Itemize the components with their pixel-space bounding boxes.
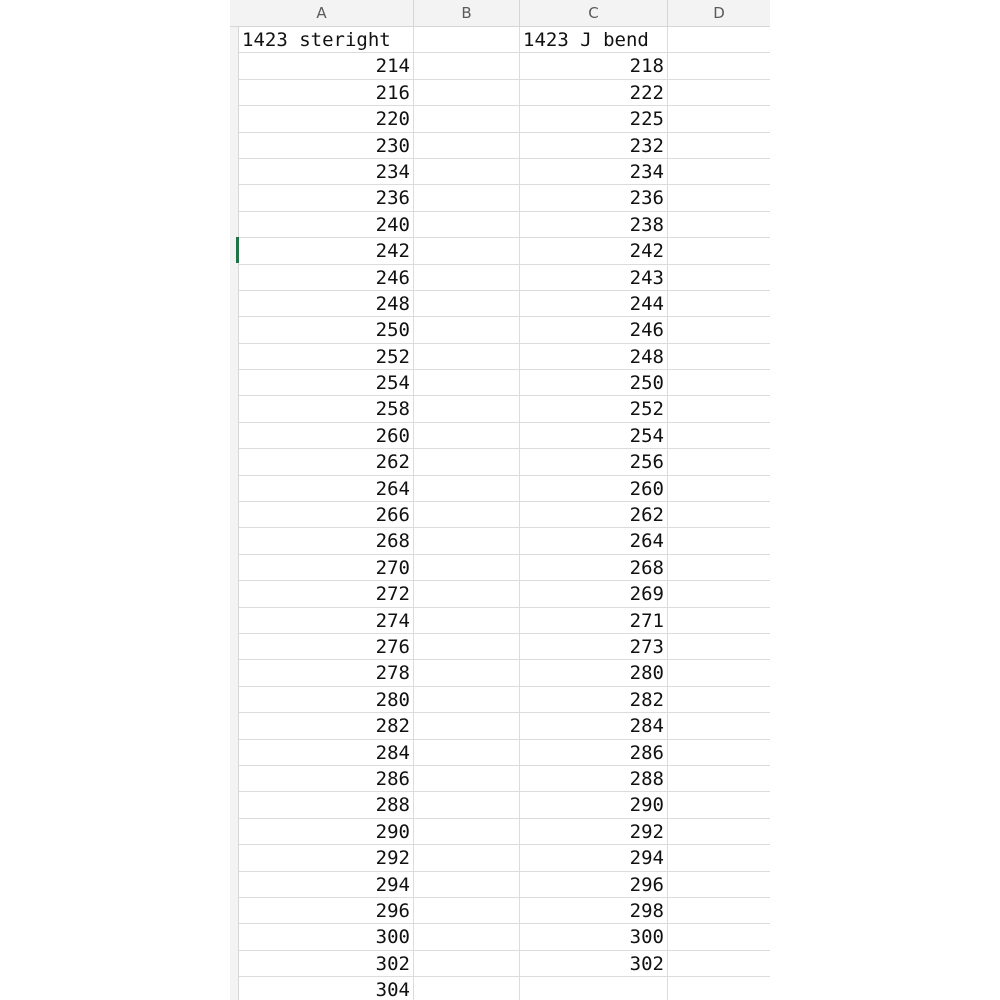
table-row bbox=[239, 212, 770, 238]
cell-d[interactable] bbox=[668, 951, 770, 976]
row-header-gutter bbox=[230, 27, 239, 1000]
cell-d[interactable] bbox=[668, 106, 770, 131]
table-row bbox=[239, 185, 770, 211]
table-row bbox=[239, 80, 770, 106]
table-row bbox=[239, 555, 770, 581]
cell-b[interactable] bbox=[414, 265, 520, 290]
cell-a[interactable]: 242 bbox=[239, 238, 414, 263]
table-row bbox=[239, 317, 770, 343]
cell-b[interactable] bbox=[414, 106, 520, 131]
cell-c[interactable]: 284 bbox=[520, 713, 668, 738]
cell-c[interactable] bbox=[520, 977, 668, 1000]
cell-b[interactable] bbox=[414, 212, 520, 237]
cell-a[interactable]: 272 bbox=[239, 581, 414, 606]
column-header-a[interactable]: A bbox=[230, 0, 414, 26]
cell-d[interactable] bbox=[668, 581, 770, 606]
cell-d[interactable] bbox=[668, 713, 770, 738]
table-row bbox=[239, 238, 770, 264]
cell-a[interactable]: 276 bbox=[239, 634, 414, 659]
table-row bbox=[239, 396, 770, 422]
cell-grid bbox=[239, 27, 770, 1000]
column-header-c[interactable]: C bbox=[520, 0, 668, 26]
cell-b[interactable] bbox=[414, 80, 520, 105]
table-row bbox=[239, 449, 770, 475]
table-row bbox=[239, 845, 770, 871]
cell-b[interactable] bbox=[414, 370, 520, 395]
cell-d[interactable] bbox=[668, 291, 770, 316]
table-row bbox=[239, 977, 770, 1000]
cell-c[interactable]: 296 bbox=[520, 872, 668, 897]
table-row bbox=[239, 898, 770, 924]
cell-a[interactable]: 302 bbox=[239, 951, 414, 976]
cell-d[interactable] bbox=[668, 766, 770, 791]
cell-d[interactable] bbox=[668, 396, 770, 421]
cell-d1[interactable] bbox=[668, 27, 770, 52]
cell-d[interactable] bbox=[668, 555, 770, 580]
cell-c[interactable]: 268 bbox=[520, 555, 668, 580]
table-row bbox=[239, 528, 770, 554]
cell-c[interactable]: 292 bbox=[520, 819, 668, 844]
cell-b[interactable] bbox=[414, 608, 520, 633]
cell-b[interactable] bbox=[414, 159, 520, 184]
cell-a[interactable]: 260 bbox=[239, 423, 414, 448]
cell-b[interactable] bbox=[414, 528, 520, 553]
cell-d[interactable] bbox=[668, 238, 770, 263]
cell-c[interactable]: 250 bbox=[520, 370, 668, 395]
cell-a[interactable]: 252 bbox=[239, 344, 414, 369]
cell-d[interactable] bbox=[668, 634, 770, 659]
cell-d[interactable] bbox=[668, 159, 770, 184]
cell-d[interactable] bbox=[668, 872, 770, 897]
table-row bbox=[239, 265, 770, 291]
cell-d[interactable] bbox=[668, 845, 770, 870]
cell-a[interactable]: 296 bbox=[239, 898, 414, 923]
cell-d[interactable] bbox=[668, 212, 770, 237]
cell-a[interactable]: 240 bbox=[239, 212, 414, 237]
cell-c[interactable]: 248 bbox=[520, 344, 668, 369]
cell-c[interactable]: 290 bbox=[520, 792, 668, 817]
cell-d[interactable] bbox=[668, 924, 770, 949]
cell-a[interactable]: 286 bbox=[239, 766, 414, 791]
cell-c[interactable]: 269 bbox=[520, 581, 668, 606]
cell-b[interactable] bbox=[414, 977, 520, 1000]
cell-d[interactable] bbox=[668, 528, 770, 553]
cell-b[interactable] bbox=[414, 924, 520, 949]
table-row bbox=[239, 634, 770, 660]
cell-b[interactable] bbox=[414, 687, 520, 712]
cell-b[interactable] bbox=[414, 133, 520, 158]
cell-c[interactable]: 288 bbox=[520, 766, 668, 791]
cell-a[interactable]: 300 bbox=[239, 924, 414, 949]
cell-a[interactable]: 230 bbox=[239, 133, 414, 158]
cell-a[interactable]: 290 bbox=[239, 819, 414, 844]
table-row bbox=[239, 924, 770, 950]
cell-d[interactable] bbox=[668, 53, 770, 78]
cell-a[interactable]: 274 bbox=[239, 608, 414, 633]
cell-b[interactable] bbox=[414, 766, 520, 791]
cell-d[interactable] bbox=[668, 608, 770, 633]
column-header-bar bbox=[230, 0, 770, 27]
cell-c[interactable]: 244 bbox=[520, 291, 668, 316]
cell-d[interactable] bbox=[668, 977, 770, 1000]
cell-d[interactable] bbox=[668, 819, 770, 844]
cell-b[interactable] bbox=[414, 185, 520, 210]
cell-d[interactable] bbox=[668, 660, 770, 685]
column-header-d[interactable]: D bbox=[713, 4, 725, 22]
cell-c[interactable]: 252 bbox=[520, 396, 668, 421]
cell-c[interactable]: 286 bbox=[520, 740, 668, 765]
cell-b[interactable] bbox=[414, 396, 520, 421]
table-row bbox=[239, 133, 770, 159]
table-row bbox=[239, 872, 770, 898]
cell-a[interactable]: 234 bbox=[239, 159, 414, 184]
cell-b[interactable] bbox=[414, 634, 520, 659]
cell-c[interactable]: 222 bbox=[520, 80, 668, 105]
table-row bbox=[239, 819, 770, 845]
cell-d[interactable] bbox=[668, 344, 770, 369]
cell-d[interactable] bbox=[668, 185, 770, 210]
spreadsheet bbox=[230, 0, 770, 1000]
cell-c[interactable]: 243 bbox=[520, 265, 668, 290]
cell-b[interactable] bbox=[414, 660, 520, 685]
cell-b[interactable] bbox=[414, 819, 520, 844]
cell-d[interactable] bbox=[668, 133, 770, 158]
cell-d[interactable] bbox=[668, 476, 770, 501]
cell-a[interactable]: 294 bbox=[239, 872, 414, 897]
table-row bbox=[239, 370, 770, 396]
table-row bbox=[239, 713, 770, 739]
cell-c[interactable]: 236 bbox=[520, 185, 668, 210]
cell-c[interactable]: 242 bbox=[520, 238, 668, 263]
cell-c[interactable]: 260 bbox=[520, 476, 668, 501]
cell-b[interactable] bbox=[414, 238, 520, 263]
cell-d[interactable] bbox=[668, 449, 770, 474]
cell-d[interactable] bbox=[668, 898, 770, 923]
table-row bbox=[239, 608, 770, 634]
cell-b[interactable] bbox=[414, 555, 520, 580]
cell-c[interactable]: 264 bbox=[520, 528, 668, 553]
cell-a[interactable]: 246 bbox=[239, 265, 414, 290]
cell-b[interactable] bbox=[414, 291, 520, 316]
cell-a[interactable]: 292 bbox=[239, 845, 414, 870]
cell-a[interactable]: 214 bbox=[239, 53, 414, 78]
cell-b[interactable] bbox=[414, 317, 520, 342]
cell-d[interactable] bbox=[668, 423, 770, 448]
table-row bbox=[239, 792, 770, 818]
cell-b[interactable] bbox=[414, 872, 520, 897]
table-row bbox=[239, 687, 770, 713]
cell-d[interactable] bbox=[668, 687, 770, 712]
table-row bbox=[239, 951, 770, 977]
cell-c1[interactable]: 1423 J bend bbox=[520, 27, 668, 52]
cell-b[interactable] bbox=[414, 476, 520, 501]
cell-c[interactable]: 232 bbox=[520, 133, 668, 158]
table-row bbox=[239, 740, 770, 766]
cell-c[interactable]: 271 bbox=[520, 608, 668, 633]
table-row bbox=[239, 660, 770, 686]
table-row bbox=[239, 423, 770, 449]
cell-b[interactable] bbox=[414, 53, 520, 78]
cell-c[interactable]: 238 bbox=[520, 212, 668, 237]
cell-c[interactable]: 298 bbox=[520, 898, 668, 923]
table-row bbox=[239, 291, 770, 317]
cell-c[interactable]: 218 bbox=[520, 53, 668, 78]
cell-b[interactable] bbox=[414, 845, 520, 870]
cell-b[interactable] bbox=[414, 344, 520, 369]
cell-b[interactable] bbox=[414, 792, 520, 817]
cell-a[interactable]: 250 bbox=[239, 317, 414, 342]
cell-c[interactable]: 234 bbox=[520, 159, 668, 184]
column-header-b[interactable]: B bbox=[414, 0, 520, 26]
cell-c[interactable]: 256 bbox=[520, 449, 668, 474]
cell-b[interactable] bbox=[414, 898, 520, 923]
cell-a[interactable]: 248 bbox=[239, 291, 414, 316]
cell-d[interactable] bbox=[668, 80, 770, 105]
cell-a[interactable]: 258 bbox=[239, 396, 414, 421]
cell-a[interactable]: 280 bbox=[239, 687, 414, 712]
cell-a[interactable]: 264 bbox=[239, 476, 414, 501]
cell-d[interactable] bbox=[668, 370, 770, 395]
cell-a[interactable]: 254 bbox=[239, 370, 414, 395]
cell-c[interactable]: 225 bbox=[520, 106, 668, 131]
cell-a[interactable]: 270 bbox=[239, 555, 414, 580]
table-row bbox=[239, 106, 770, 132]
cell-a[interactable]: 278 bbox=[239, 660, 414, 685]
cell-c[interactable]: 300 bbox=[520, 924, 668, 949]
cell-d[interactable] bbox=[668, 502, 770, 527]
cell-a[interactable]: 284 bbox=[239, 740, 414, 765]
cell-b[interactable] bbox=[414, 502, 520, 527]
header-row bbox=[239, 27, 770, 53]
table-row bbox=[239, 581, 770, 607]
cell-c[interactable]: 262 bbox=[520, 502, 668, 527]
cell-d[interactable] bbox=[668, 265, 770, 290]
table-row bbox=[239, 344, 770, 370]
cell-a[interactable]: 236 bbox=[239, 185, 414, 210]
cell-c[interactable]: 246 bbox=[520, 317, 668, 342]
cell-c[interactable]: 302 bbox=[520, 951, 668, 976]
table-row bbox=[239, 53, 770, 79]
cell-c[interactable]: 282 bbox=[520, 687, 668, 712]
table-row bbox=[239, 476, 770, 502]
cell-a[interactable]: 268 bbox=[239, 528, 414, 553]
cell-b[interactable] bbox=[414, 581, 520, 606]
cell-a[interactable]: 266 bbox=[239, 502, 414, 527]
cell-b[interactable] bbox=[414, 951, 520, 976]
cell-c[interactable]: 254 bbox=[520, 423, 668, 448]
cell-b[interactable] bbox=[414, 740, 520, 765]
cell-d[interactable] bbox=[668, 317, 770, 342]
cell-c[interactable]: 273 bbox=[520, 634, 668, 659]
cell-a[interactable]: 288 bbox=[239, 792, 414, 817]
cell-d[interactable] bbox=[668, 740, 770, 765]
cell-c[interactable]: 294 bbox=[520, 845, 668, 870]
cell-a[interactable]: 262 bbox=[239, 449, 414, 474]
table-row bbox=[239, 766, 770, 792]
cell-a[interactable]: 216 bbox=[239, 80, 414, 105]
cell-a[interactable]: 220 bbox=[239, 106, 414, 131]
cell-c[interactable]: 280 bbox=[520, 660, 668, 685]
cell-a[interactable]: 304 bbox=[239, 977, 414, 1000]
cell-d[interactable] bbox=[668, 792, 770, 817]
table-row bbox=[239, 502, 770, 528]
cell-b[interactable] bbox=[414, 449, 520, 474]
table-row bbox=[239, 159, 770, 185]
cell-b[interactable] bbox=[414, 713, 520, 738]
cell-a1[interactable]: 1423 steright bbox=[239, 27, 414, 52]
cell-a[interactable]: 282 bbox=[239, 713, 414, 738]
cell-b[interactable] bbox=[414, 423, 520, 448]
data-rows bbox=[239, 53, 770, 1000]
cell-b1[interactable] bbox=[414, 27, 520, 52]
